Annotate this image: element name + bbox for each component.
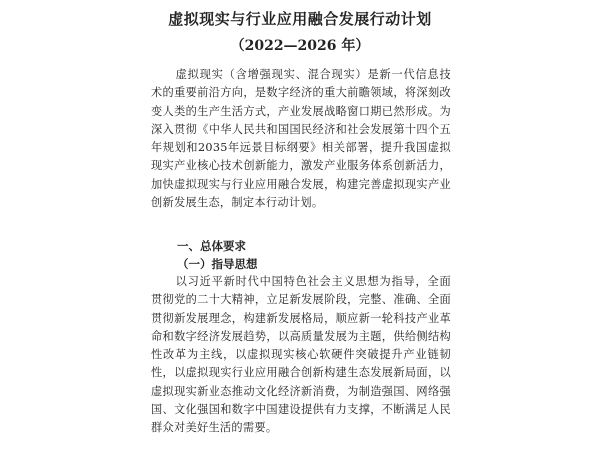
- document-subtitle: （2022—2026 年）: [230, 38, 370, 54]
- subsection-heading-guiding-ideology: （一）指导思想: [177, 257, 258, 271]
- document-title: 虚拟现实与行业应用融合发展行动计划: [168, 10, 432, 28]
- section-heading-overall-requirements: 一、总体要求: [177, 239, 246, 253]
- guiding-paragraph: 以习近平新时代中国特色社会主义思想为指导，全面贯彻党的二十大精神，立足新发展阶段，完整、准确、全面贯彻新发展理念，构建新发展格局，顺应新一轮科技产业革命和数字经济发展趋势，以高质量发展为主题，供给侧结构性改革为主线，以虚拟现实核心软硬件突破提升产业链韧性，以虚拟现实行业应用融合创新构建生态发展新局面，以虚拟现实新业态推动文化经济新消费，为制造强国、网络强国、文化强国和数字中国建设提供有力支撑，不断满足人民群众对美好生活的需要。: [151, 275, 451, 434]
- intro-paragraph: 虚拟现实（含增强现实、混合现实）是新一代信息技术的重要前沿方向，是数字经济的重大前瞻领域，将深刻改变人类的生产生活方式，产业发展战略窗口期已然形成。为深入贯彻《中华人民共和国国民经济和社会发展第十四个五年规划和2035年远景目标纲要》相关部署，提升我国虚拟现实产业核心技术创新能力，激发产业服务体系创新活力，加快虚拟现实与行业应用融合发展，构建完善虚拟现实产业创新发展生态，制定本行动计划。: [151, 68, 451, 209]
